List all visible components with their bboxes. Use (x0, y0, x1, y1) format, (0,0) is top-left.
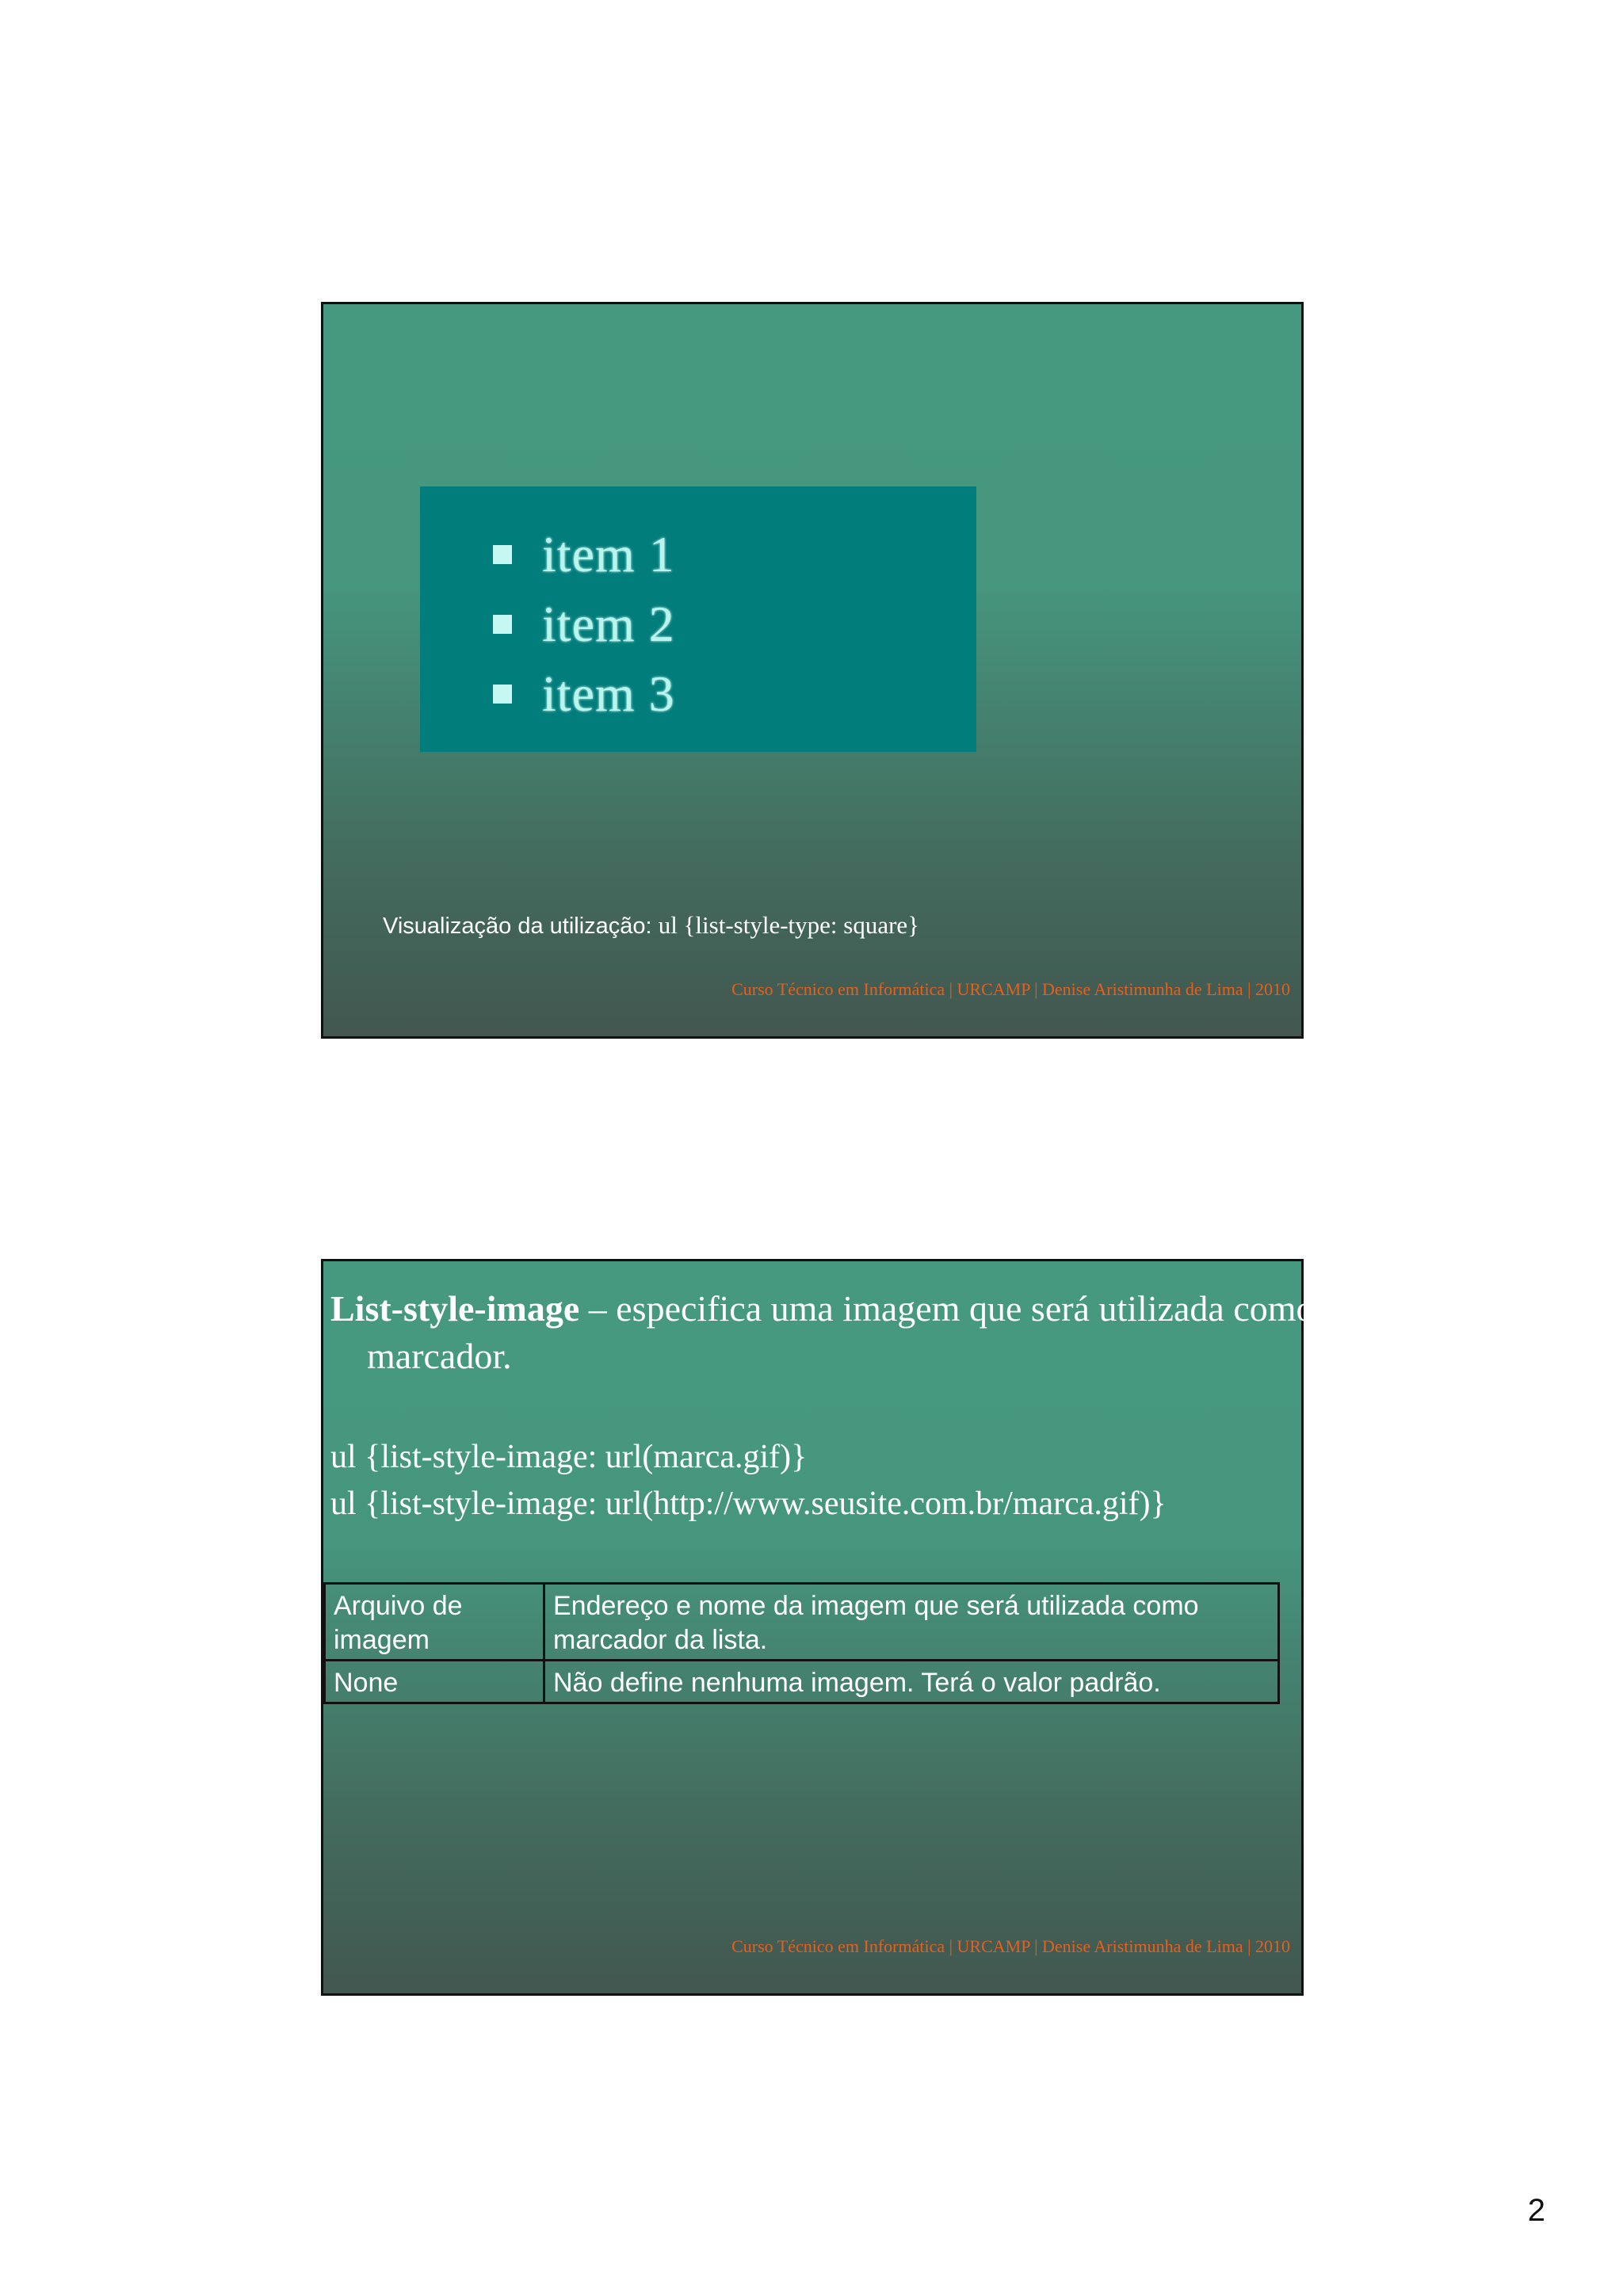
list-item (493, 589, 675, 659)
table-cell-value: Arquivo de imagem (325, 1584, 544, 1661)
table-row (325, 1661, 1279, 1703)
code-example: ul {list-style-image: url(http://www.seusite.com.br/marca.gif)} (330, 1486, 1167, 1522)
table-row (325, 1584, 1279, 1661)
heading-description: – especifica uma imagem que será utilizada como marcador. (367, 1288, 1315, 1376)
list-item (493, 659, 675, 729)
square-bullet-icon (493, 615, 512, 634)
list-demo-box (420, 486, 976, 752)
caption-code: ul {list-style-type: square} (658, 911, 920, 939)
slide-footer: Curso Técnico em Informática | URCAMP | Denise Aristimunha de Lima | 2010 (731, 1936, 1290, 1956)
list-item-label: item 1 (542, 526, 675, 582)
table-cell-description: Endereço e nome da imagem que será utilizada como marcador da lista. (544, 1584, 1279, 1661)
caption-text: Visualização da utilização: (383, 913, 659, 939)
heading-term: List-style-image (330, 1288, 580, 1329)
square-bullet-icon (493, 545, 512, 564)
square-bullet-icon (493, 685, 512, 704)
list-item (493, 520, 675, 589)
list-item-label: item 3 (542, 666, 675, 722)
table-cell-value: None (325, 1661, 544, 1703)
table-cell-description: Não define nenhuma imagem. Terá o valor padrão. (544, 1661, 1279, 1703)
slide-footer: Curso Técnico em Informática | URCAMP | Denise Aristimunha de Lima | 2010 (731, 979, 1290, 999)
page-number: 2 (1527, 2193, 1545, 2228)
demo-list (493, 520, 675, 729)
slide-2 (321, 1259, 1315, 1996)
slide-1 (321, 302, 1304, 1039)
list-item-label: item 2 (542, 596, 675, 652)
slide-caption (383, 911, 919, 940)
values-table (323, 1582, 1280, 1704)
code-example: ul {list-style-image: url(marca.gif)} (330, 1439, 808, 1475)
slide-heading (330, 1285, 1318, 1380)
